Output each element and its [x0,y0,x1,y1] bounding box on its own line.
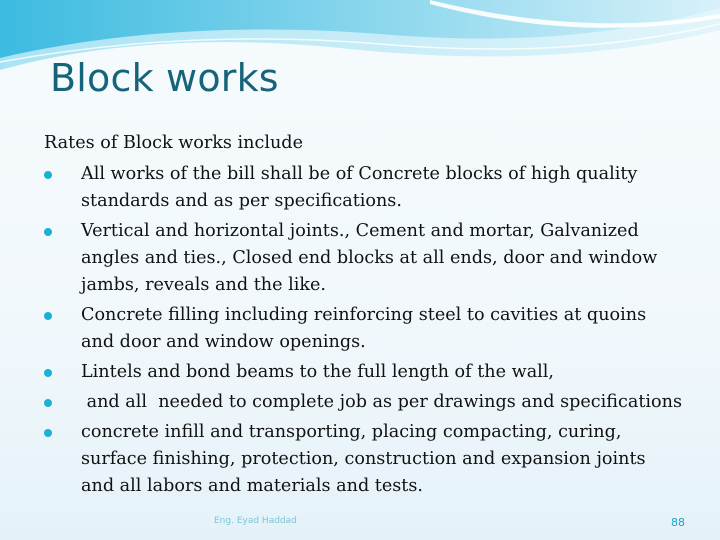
bullet-icon [44,312,52,320]
bullet-list [44,161,684,500]
bullet-text: Lintels and bond beams to the full length of the wall, [81,362,555,382]
bullet-item [44,161,684,215]
footer-author: Eng. Eyad Haddad [214,516,297,526]
bullet-item [44,218,684,299]
bullet-item [44,389,684,416]
bullet-item [44,359,684,386]
bullet-item [44,302,684,356]
bullet-text: and all needed to complete job as per drawings and specifications [81,392,682,412]
bullet-text: Concrete filling including reinforcing steel to cavities at quoins and door and window openings. [81,305,647,352]
bullet-text: All works of the bill shall be of Concrete blocks of high quality standards and as per specifications. [81,164,638,211]
bullet-item [44,419,684,500]
bullet-icon [44,228,52,236]
bullet-text: concrete infill and transporting, placing compacting, curing, surface finishing, protection, construction and expansion joints and all labors and materials and tests. [81,422,646,496]
slide-body [44,130,684,500]
bullet-icon [44,369,52,377]
bullet-text: Vertical and horizontal joints., Cement and mortar, Galvanized angles and ties., Closed end blocks at all ends, door and window jambs, reveals and the like. [81,221,658,295]
slide-title: Block works [50,56,279,100]
intro-text: Rates of Block works include [44,133,303,153]
bullet-icon [44,429,52,437]
bullet-icon [44,171,52,179]
bullet-icon [44,399,52,407]
page-number: 88 [671,516,685,529]
